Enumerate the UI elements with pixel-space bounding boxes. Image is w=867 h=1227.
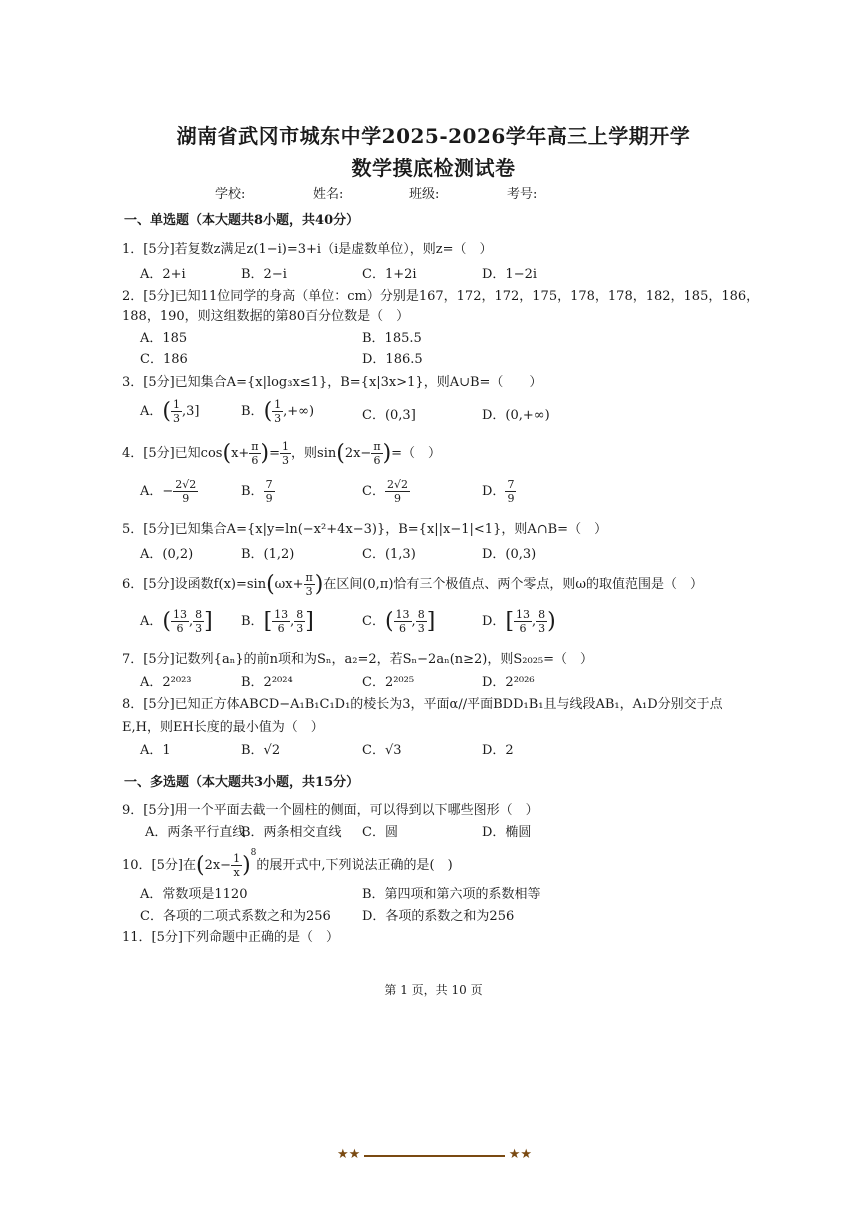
question-1-text: 1．[5分]若复数z满足z(1−i)=3+i（i是虚数单位），则z=（ ） [122,242,493,257]
q3-option-a: A．( $\frac{1}{3}$ ,3] [140,398,200,425]
q10-option-b: B．第四项和第六项的系数相等 [362,887,541,902]
q4-option-d: D． $\frac{7}{9}$ [482,478,515,505]
q3-option-d: D．(0,+∞) [482,408,550,423]
q2-option-a: A．185 [140,331,188,346]
q4-option-c: C． $\frac{2√2}{9}$ [362,478,408,505]
decorative-divider [337,1147,532,1163]
divider-line [364,1155,505,1157]
q1-option-c: C．1+2i [362,267,417,282]
q9-option-d: D．椭圆 [482,825,532,840]
question-4-text: 4．[5分]已知cos(x+ $\frac{\pi}{6}$ )= $\frac{1}{3}$ ，则sin(2x− $\frac{\pi}{6}$ )=（ ） [122,440,442,467]
question-11-text: 11．[5分]下列命题中正确的是（ ） [122,930,339,945]
q3-option-c: C．(0,3] [362,408,416,423]
q6-option-c: C．( $\frac{13}{6}$ , $\frac{8}{3}$ ] [362,608,436,635]
question-8-line2: E,H，则EH长度的最小值为（ ） [122,720,324,735]
question-10-text: 10．[5分]在(2x− $\frac{1}{x}$ )$^8$的展开式中,下列说法正确的是( ) [122,848,453,879]
q9-option-b: B．两条相交直线 [241,825,342,840]
q8-option-a: A．1 [140,743,171,758]
q7-option-b: B．2²⁰²⁴ [241,675,293,690]
name-label: 姓名: [313,187,344,202]
page-number-footer: 第 1 页，共 10 页 [384,983,483,997]
q2-option-b: B．185.5 [362,331,422,346]
q2-option-c: C．186 [140,352,188,367]
q2-option-d: D．186.5 [362,352,423,367]
q4-option-b: B． $\frac{7}{9}$ [241,478,273,505]
school-label: 学校: [215,187,246,202]
q6-option-d: D．[ $\frac{13}{6}$ , $\frac{8}{3}$ ) [482,608,556,635]
q7-option-a: A．2²⁰²³ [140,675,192,690]
q1-option-d: D．1−2i [482,267,538,282]
star-icon-right: ★★ [508,1147,532,1162]
q10-option-c: C．各项的二项式系数之和为256 [140,909,331,924]
question-2-line2: 188，190，则这组数据的第80百分位数是（ ） [122,309,410,324]
q1-option-a: A．2+i [140,267,186,282]
q8-option-d: D．2 [482,743,514,758]
q5-option-d: D．(0,3) [482,547,537,562]
question-7-text: 7．[5分]记数列{aₙ}的前n项和为Sₙ，a₂=2，若Sₙ−2aₙ(n≥2)，则S₂₀₂₅=（ ） [122,652,594,667]
exam-title-line1: 湖南省武冈市城东中学2025-2026学年高三上学期开学 [176,124,691,148]
q7-option-c: C．2²⁰²⁵ [362,675,415,690]
question-5-text: 5．[5分]已知集合A={x|y=ln(−x²+4x−3)}，B={x||x−1|<1}，则A∩B=（ ） [122,522,608,537]
q4-option-a: A．− $\frac{2√2}{9}$ [140,478,197,505]
q6-option-a: A．( $\frac{13}{6}$ , $\frac{8}{3}$ ] [140,608,213,635]
q5-option-b: B．(1,2) [241,547,295,562]
exam-title-line2: 数学摸底检测试卷 [351,156,516,180]
question-9-text: 9．[5分]用一个平面去截一个圆柱的侧面，可以得到以下哪些图形（ ） [122,803,539,818]
question-8-line1: 8．[5分]已知正方体ABCD−A₁B₁C₁D₁的棱长为3，平面α//平面BDD₁B₁且与线段AB₁，A₁D分别交于点 [122,697,723,712]
exam-number-label: 考号: [507,187,538,202]
question-2-line1: 2．[5分]已知11位同学的身高（单位：cm）分别是167，172，172，175，178，178，182，185，186， [122,289,760,304]
q7-option-d: D．2²⁰²⁶ [482,675,535,690]
q6-option-b: B．[ $\frac{13}{6}$ , $\frac{8}{3}$ ] [241,608,314,635]
q10-option-d: D．各项的系数之和为256 [362,909,515,924]
class-label: 班级: [409,187,440,202]
q1-option-b: B．2−i [241,267,287,282]
q10-option-a: A．常数项是1120 [140,887,248,902]
star-icon-left: ★★ [337,1147,361,1162]
q5-option-a: A．(0,2) [140,547,194,562]
question-6-text: 6．[5分]设函数f(x)=sin(ωx+ $\frac{\pi}{3}$ )在区间(0,π)恰有三个极值点、两个零点，则ω的取值范围是（ ） [122,571,704,598]
q5-option-c: C．(1,3) [362,547,416,562]
section-multi-choice-title: 一、多选题（本大题共3小题，共15分） [124,775,360,790]
question-3-text: 3．[5分]已知集合A={x|log₃x≤1}，B={x|3x>1}，则A∪B=（ ） [122,375,543,390]
q8-option-c: C．√3 [362,743,402,758]
q9-option-a: A．两条平行直线 [145,825,246,840]
section-single-choice-title: 一、单选题（本大题共8小题，共40分） [124,213,360,228]
q9-option-c: C．圆 [362,825,398,840]
q3-option-b: B．( $\frac{1}{3}$ ,+∞) [241,398,315,425]
q8-option-b: B．√2 [241,743,281,758]
